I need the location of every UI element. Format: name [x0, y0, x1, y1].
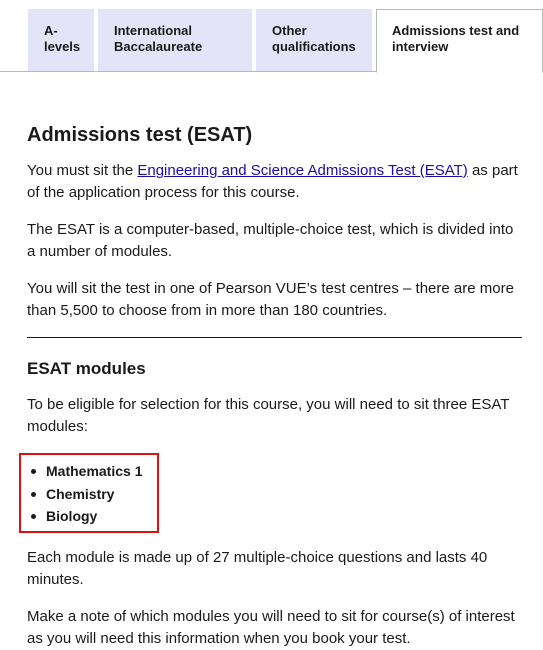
esat-format-paragraph: The ESAT is a computer-based, multiple-choice test, which is divided into a number of modules. [27, 221, 514, 260]
bullet-icon [31, 514, 36, 519]
module-name: Mathematics 1 [46, 463, 143, 479]
esat-modules-heading: ESAT modules [27, 359, 146, 378]
tab-label-line2: Baccalaureate [114, 39, 203, 54]
tab-label-line1: Other [272, 23, 307, 38]
tab-a-levels[interactable] [28, 9, 94, 72]
list-item [29, 460, 157, 483]
tab-label-line1: A- [44, 23, 58, 38]
esat-intro-paragraph [27, 160, 522, 204]
test-centres-paragraph: You will sit the test in one of Pearson VUE’s test centres – there are more than 5,500 to choose from in more than 180 countries. [27, 280, 514, 319]
section-divider [27, 337, 522, 338]
list-item [29, 483, 157, 506]
admissions-test-heading: Admissions test (ESAT) [27, 124, 253, 146]
required-modules-highlight [19, 453, 159, 533]
esat-info-link[interactable]: Engineering and Science Admissions Test (ESAT) [137, 162, 468, 179]
tab-other-qualifications[interactable] [256, 9, 372, 72]
required-modules-list [29, 460, 157, 528]
intro-text-before: You must sit the [27, 162, 138, 179]
qualification-tabs [0, 0, 543, 72]
intro-text-after: as part of the application process for this course. [27, 162, 518, 201]
module-name: Biology [46, 508, 98, 524]
module-note-paragraph: Make a note of which modules you will need to sit for course(s) of interest as you will need this information when you book your test. [27, 607, 515, 647]
module-details-paragraph: Each module is made up of 27 multiple-choice questions and lasts 40 minutes. [27, 548, 488, 588]
module-name: Chemistry [46, 485, 115, 502]
bullet-icon [31, 492, 36, 497]
tab-label-line2: levels [44, 39, 81, 54]
bullet-icon [31, 469, 36, 474]
list-item [29, 505, 157, 528]
tab-label-line1: International [114, 23, 193, 38]
tab-panel-content [27, 122, 522, 650]
modules-intro-paragraph: To be eligible for selection for this course, you will need to sit three ESAT modules: [27, 396, 510, 435]
tab-admissions-test-and-interview[interactable] [376, 9, 543, 73]
tab-label-line1: Admissions test and [392, 23, 520, 38]
tab-international-baccalaureate[interactable] [98, 9, 252, 72]
tab-label-line2: interview [392, 39, 449, 54]
tab-label-line2: qualifications [272, 39, 356, 54]
